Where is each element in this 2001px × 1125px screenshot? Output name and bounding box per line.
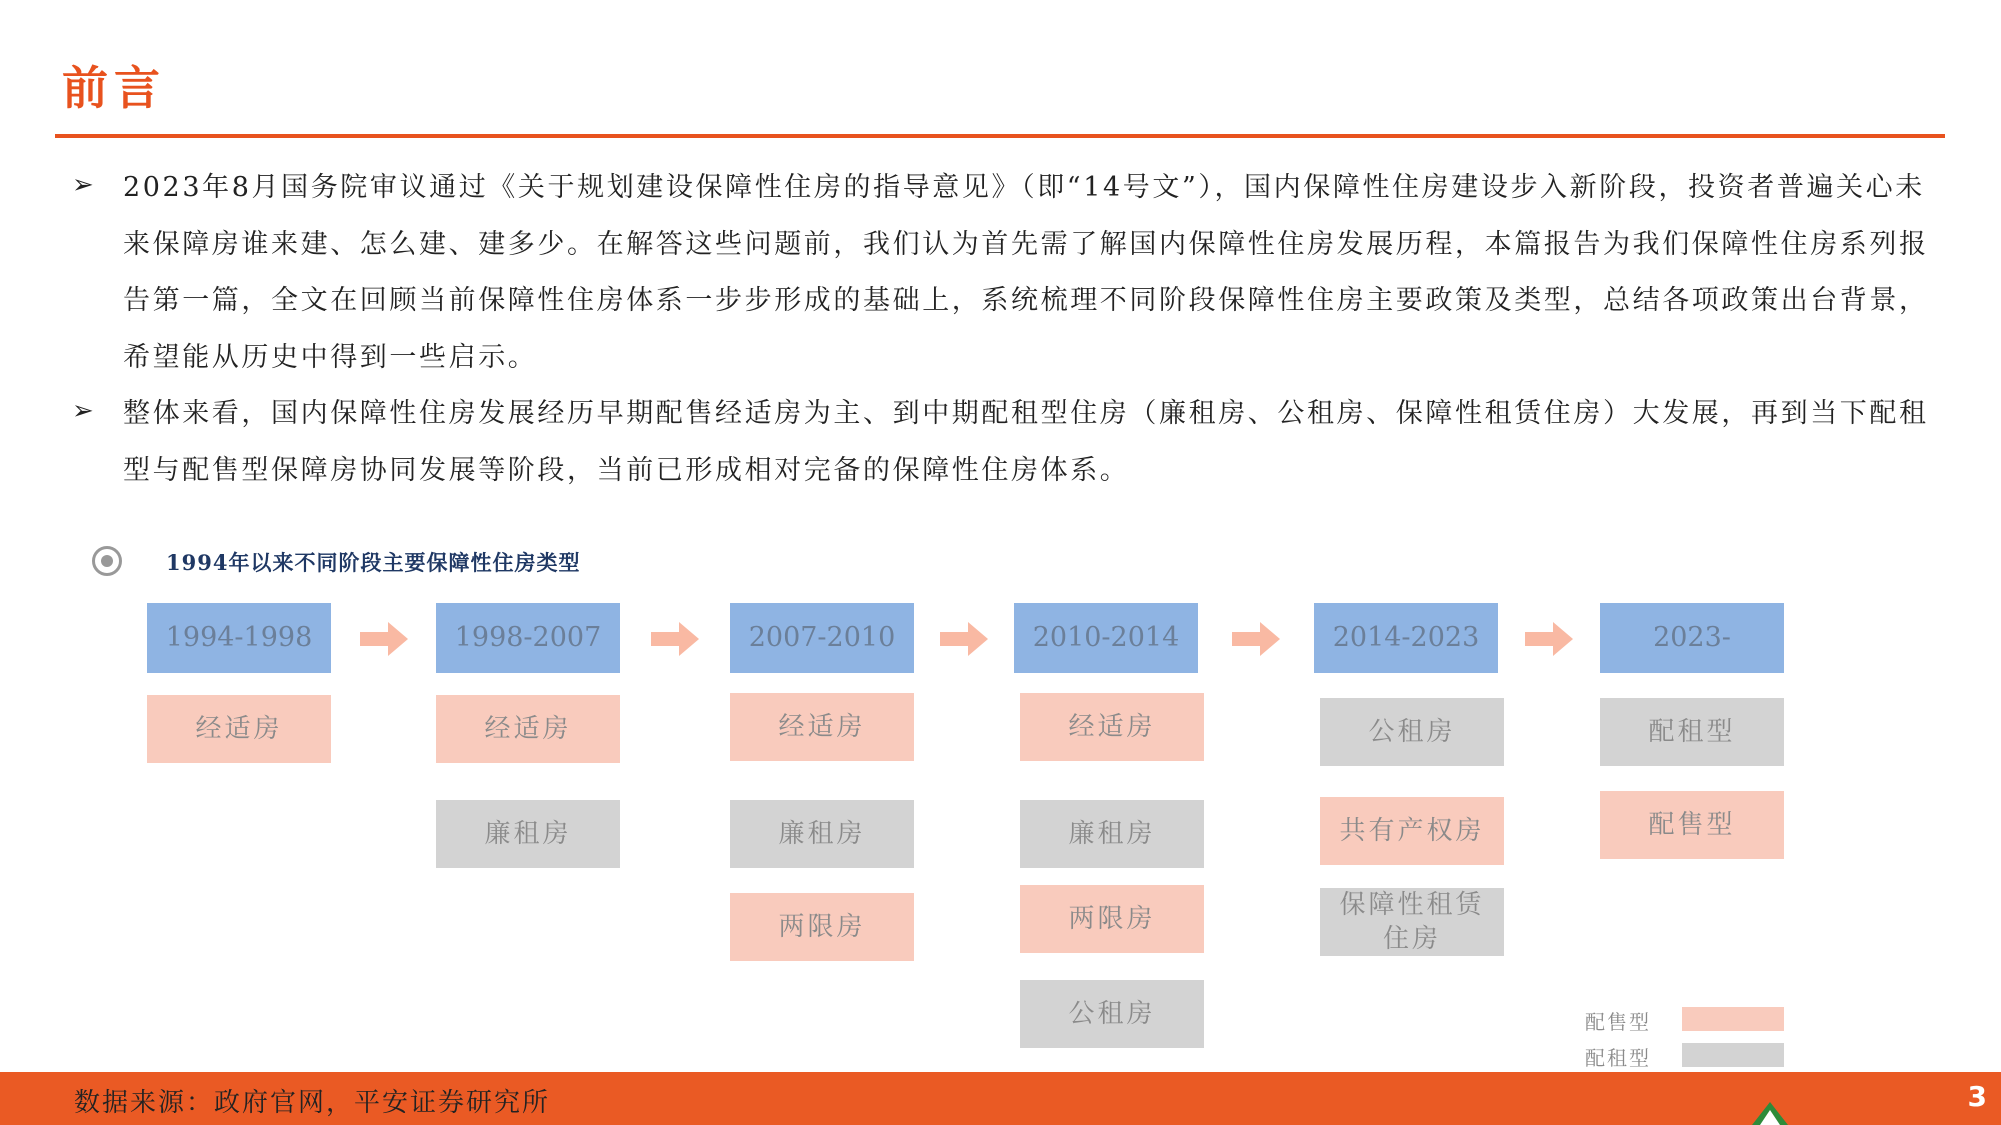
housing-type-box-rent: 廉租房 [436,800,620,868]
title-rule [55,134,1945,138]
housing-type-box-rent: 保障性租赁住房 [1320,888,1504,956]
data-source: 数据来源：政府官网，平安证券研究所 [74,1088,551,1118]
housing-type-box-sale: 共有产权房 [1320,797,1504,865]
figure-caption-text: 1994年以来不同阶段主要保障性住房类型 [166,550,581,575]
housing-type-box-sale: 配售型 [1600,791,1784,859]
legend-label-rent: 配租型 [1585,1046,1651,1070]
legend-label-sale: 配售型 [1585,1010,1651,1034]
period-box: 1998-2007 [436,603,620,673]
housing-type-box-sale: 两限房 [730,893,914,961]
bullet-arrow-icon: ➢ [72,396,94,426]
legend-swatch-rent [1682,1043,1784,1067]
arrow-right-icon [360,622,408,656]
housing-type-box-rent: 廉租房 [1020,800,1204,868]
housing-type-box-sale: 两限房 [1020,885,1204,953]
arrow-right-icon [651,622,699,656]
bullet-arrow-icon: ➢ [72,170,94,200]
period-box: 2023- [1600,603,1784,673]
bullet-item [70,386,1930,499]
housing-type-box-rent: 公租房 [1020,980,1204,1048]
bullet-text: 整体来看，国内保障性住房发展经历早期配售经适房为主、到中期配租型住房（廉租房、公租房、保障性租赁住房）大发展，再到当下配租型与配售型保障房协同发展等阶段，当前已形成相对完备的保障性住房体系。 [123,398,1929,486]
footer-bar [0,1072,2001,1125]
bullet-list [70,160,1930,499]
housing-type-box-rent: 廉租房 [730,800,914,868]
housing-type-box-rent: 公租房 [1320,698,1504,766]
logo-icon [1750,1100,1790,1125]
radio-bullet-icon [92,546,122,576]
page-title: 前言 [62,61,166,115]
period-box: 2014-2023 [1314,603,1498,673]
housing-type-box-sale: 经适房 [730,693,914,761]
housing-type-box-sale: 经适房 [1020,693,1204,761]
arrow-right-icon [1525,622,1573,656]
period-box: 2010-2014 [1014,603,1198,673]
bullet-text: 2023年8月国务院审议通过《关于规划建设保障性住房的指导意见》（即“14号文”），国内保障性住房建设步入新阶段，投资者普遍关心未来保障房谁来建、怎么建、建多少。在解答这些问题前，我们认为首先需了解国内保障性住房发展历程，本篇报告为我们保障性住房系列报告第一篇，全文在回顾当前保障性住房体系一步步形成的基础上，系统梳理不同阶段保障性住房主要政策及类型，总结各项政策出台背景，希望能从历史中得到一些启示。 [123,172,1929,373]
bullet-item [70,160,1930,386]
page-number: 3 [1967,1080,1987,1113]
housing-type-box-sale: 经适房 [436,695,620,763]
period-box: 2007-2010 [730,603,914,673]
arrow-right-icon [1232,622,1280,656]
arrow-right-icon [940,622,988,656]
housing-type-box-rent: 配租型 [1600,698,1784,766]
period-box: 1994-1998 [147,603,331,673]
legend-swatch-sale [1682,1007,1784,1031]
housing-type-box-sale: 经适房 [147,695,331,763]
